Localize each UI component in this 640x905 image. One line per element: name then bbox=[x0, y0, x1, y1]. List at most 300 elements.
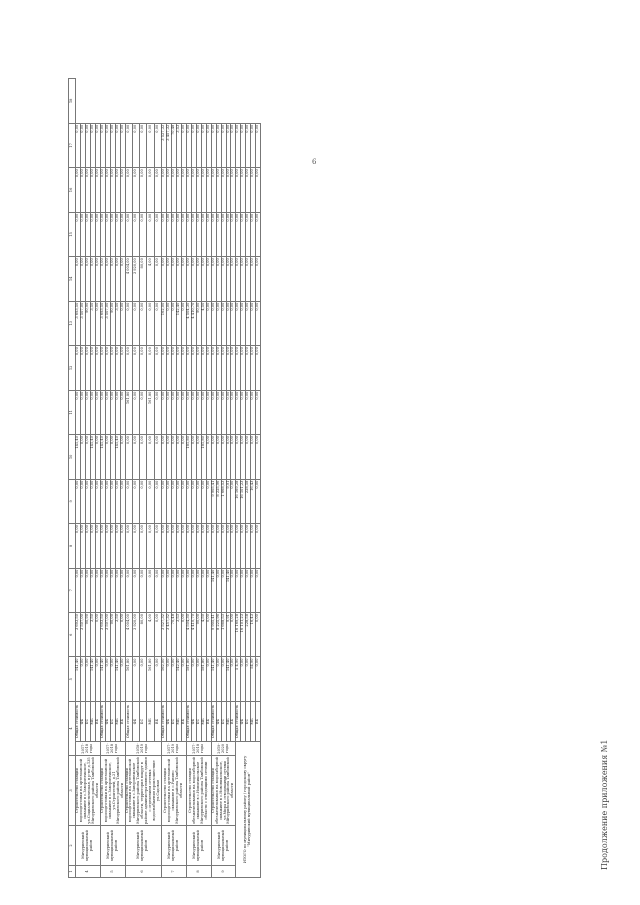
value-cell: 5 4,90 bbox=[236, 657, 241, 701]
row-number-cell: 4 bbox=[76, 866, 101, 878]
value-cell: 0,00 bbox=[110, 479, 115, 523]
header-cell: 6 bbox=[69, 613, 76, 657]
value-cell: 181,80 bbox=[186, 435, 191, 479]
funding-source-cell: Общая стоимость bbox=[100, 701, 105, 741]
value-cell: 0,00 bbox=[226, 524, 231, 568]
row-number-cell: 8 bbox=[186, 866, 211, 878]
value-cell: 0,00 bbox=[201, 390, 206, 434]
value-cell: 0,00 bbox=[236, 568, 241, 612]
value-cell: 0,00 bbox=[186, 257, 191, 301]
value-cell: 0,00 bbox=[251, 168, 256, 212]
row-number-cell: 7 bbox=[162, 866, 187, 878]
value-cell: 3 457,32 bbox=[167, 613, 172, 657]
value-cell: 0,00 bbox=[80, 435, 85, 479]
value-cell: 0,00 bbox=[211, 524, 216, 568]
value-cell: 141,40 bbox=[115, 435, 120, 479]
value-cell: 0,00 bbox=[196, 524, 201, 568]
value-cell: 0,00 bbox=[196, 212, 201, 256]
value-cell: 0,00 bbox=[196, 479, 201, 523]
value-cell: 0,00 bbox=[236, 168, 241, 212]
value-cell: 0,00 bbox=[105, 257, 110, 301]
value-cell: 0,00 bbox=[211, 257, 216, 301]
value-cell: 0,00 bbox=[231, 657, 236, 701]
value-cell: 0,00 bbox=[167, 657, 172, 701]
header-row bbox=[69, 79, 76, 878]
value-cell: 161,80 bbox=[147, 657, 154, 701]
value-cell: 0,00 bbox=[172, 657, 177, 701]
value-cell: 0,00 bbox=[236, 257, 241, 301]
value-cell: 0,00 bbox=[85, 435, 90, 479]
value-cell: 3 693,50 bbox=[76, 613, 81, 657]
value-cell: 0,00 bbox=[211, 212, 216, 256]
header-cell: 2 bbox=[69, 826, 76, 866]
header-cell: 18 bbox=[69, 79, 76, 124]
funding-source-cell: ФБ bbox=[241, 701, 246, 741]
value-cell: 0,00 bbox=[176, 435, 181, 479]
value-cell: 0,00 bbox=[80, 524, 85, 568]
value-cell: 0,00 bbox=[221, 346, 226, 390]
value-cell: 0,00 bbox=[85, 257, 90, 301]
value-cell: 0,00 bbox=[147, 168, 154, 212]
value-cell: 0,00 bbox=[196, 346, 201, 390]
value-cell: 8 225,96 bbox=[216, 479, 221, 523]
page-number: 6 bbox=[312, 158, 317, 166]
value-cell: 0,00 bbox=[231, 613, 236, 657]
value-cell: 0,00 bbox=[100, 123, 105, 167]
value-cell: 0,00 bbox=[95, 301, 100, 345]
value-cell: 3,53 bbox=[176, 123, 181, 167]
funding-source-cell: БС bbox=[172, 701, 177, 741]
value-cell: 4 410,70 bbox=[191, 613, 196, 657]
value-cell: 141,40 bbox=[76, 435, 81, 479]
value-cell: 0,00 bbox=[246, 657, 251, 701]
value-cell: 0,00 bbox=[206, 613, 211, 657]
value-cell: 0,00 bbox=[105, 524, 110, 568]
funding-source-cell: Общая стоимость bbox=[162, 701, 167, 741]
value-cell: 141,40 bbox=[100, 435, 105, 479]
value-cell: 0,00 bbox=[216, 524, 221, 568]
value-cell: 4 004,00 bbox=[125, 613, 132, 657]
value-cell: 90,00 bbox=[110, 613, 115, 657]
value-cell: 0,00 bbox=[167, 168, 172, 212]
funding-source-cell: ФБ bbox=[80, 701, 85, 741]
value-cell: 16 101,23 bbox=[241, 479, 246, 523]
value-cell: 181,80 bbox=[186, 657, 191, 701]
header-cell: 1 bbox=[69, 866, 76, 878]
value-cell: 0,00 bbox=[140, 168, 147, 212]
value-cell: 0,00 bbox=[231, 568, 236, 612]
value-cell: 0,00 bbox=[251, 435, 256, 479]
value-cell: 0,00 bbox=[120, 212, 125, 256]
value-cell: 0,00 bbox=[140, 479, 147, 523]
value-cell: 0,00 bbox=[221, 524, 226, 568]
value-cell: 0,00 bbox=[115, 479, 120, 523]
value-cell: 9 905,41 bbox=[211, 479, 216, 523]
value-cell: 0,00 bbox=[120, 613, 125, 657]
value-cell: 0,00 bbox=[125, 435, 132, 479]
value-cell: 0,00 bbox=[186, 212, 191, 256]
value-cell: 0,00 bbox=[85, 479, 90, 523]
value-cell: 9 905,41 bbox=[211, 613, 216, 657]
value-cell: 0,00 bbox=[125, 123, 132, 167]
value-cell: 0,00 bbox=[100, 524, 105, 568]
value-cell: 0,00 bbox=[172, 568, 177, 612]
funding-source-cell: ВБ bbox=[154, 701, 161, 741]
value-cell: 0,00 bbox=[90, 524, 95, 568]
value-cell: 0,00 bbox=[105, 479, 110, 523]
value-cell: 0,00 bbox=[90, 257, 95, 301]
object-cell: Строительство станции водоподготовки на артезианской скважине в с.Заворонежское Мичуринского района Тамбовской области, территория вокруг в районе административного здания с отделением сетевых водоснабжения произошествие ул.Садовая bbox=[124, 757, 161, 824]
value-cell: 0,00 bbox=[110, 390, 115, 434]
value-cell: 0,00 bbox=[181, 568, 186, 612]
value-cell: 9,91 bbox=[226, 479, 231, 523]
value-cell: 3 920,00 bbox=[132, 613, 139, 657]
value-cell: 0,00 bbox=[167, 212, 172, 256]
value-cell: 0,00 bbox=[147, 301, 154, 345]
value-cell: 0,00 bbox=[256, 257, 261, 301]
value-cell: 0,00 bbox=[251, 123, 256, 167]
value-cell: 0,00 bbox=[154, 346, 161, 390]
value-cell: 0,00 bbox=[236, 346, 241, 390]
value-cell: 0,00 bbox=[176, 390, 181, 434]
value-cell: 0,00 bbox=[226, 123, 231, 167]
value-cell: 16 169,28 bbox=[236, 479, 241, 523]
value-cell: 0,00 bbox=[125, 346, 132, 390]
object-cell: Строительство станции обезжелезивания на водозаборной скважине в с.Новоникольское, ул.Мира в отводящими сетями Мичуринского района Тамбовской области bbox=[210, 757, 235, 824]
value-cell: 0,00 bbox=[206, 257, 211, 301]
value-cell: 161,80 bbox=[125, 390, 132, 434]
value-cell: 0,00 bbox=[241, 212, 246, 256]
value-cell: 4,00 bbox=[147, 613, 154, 657]
value-cell: 0,00 bbox=[85, 346, 90, 390]
value-cell: 0,00 bbox=[140, 123, 147, 167]
value-cell: 0,00 bbox=[95, 479, 100, 523]
value-cell: 70,48 bbox=[172, 123, 177, 167]
value-cell: 0,00 bbox=[167, 301, 172, 345]
value-cell: 0,00 bbox=[125, 568, 132, 612]
value-cell: 0,00 bbox=[246, 123, 251, 167]
value-cell: 0,00 bbox=[256, 123, 261, 167]
header-cell: 4 bbox=[69, 701, 76, 755]
value-cell: 0,00 bbox=[191, 435, 196, 479]
value-cell: 0,00 bbox=[95, 613, 100, 657]
value-cell: 0,00 bbox=[154, 257, 161, 301]
value-cell: 0,00 bbox=[186, 479, 191, 523]
value-cell: 0,00 bbox=[181, 435, 186, 479]
value-cell: 0,00 bbox=[85, 123, 90, 167]
value-cell: 0,00 bbox=[95, 212, 100, 256]
value-cell: 0,00 bbox=[196, 390, 201, 434]
value-cell: 0,00 bbox=[85, 168, 90, 212]
value-cell: 0,00 bbox=[125, 212, 132, 256]
value-cell: 0,00 bbox=[231, 301, 236, 345]
value-cell: 0,00 bbox=[226, 435, 231, 479]
value-cell: 3,53 bbox=[176, 613, 181, 657]
value-cell: 0,00 bbox=[191, 257, 196, 301]
value-cell: 0,00 bbox=[221, 435, 226, 479]
value-cell: 0,00 bbox=[176, 212, 181, 256]
value-cell: 80,00 bbox=[140, 613, 147, 657]
value-cell: 0,00 bbox=[147, 435, 154, 479]
value-cell: 0,00 bbox=[132, 168, 139, 212]
value-cell: 0,00 bbox=[140, 524, 147, 568]
value-cell: 90,00 bbox=[196, 613, 201, 657]
value-cell: 0,00 bbox=[125, 168, 132, 212]
row-number-cell: 5 bbox=[100, 866, 125, 878]
funding-source-cell: ВБ bbox=[256, 701, 261, 741]
value-cell: 0,00 bbox=[181, 123, 186, 167]
value-cell: 0,00 bbox=[90, 390, 95, 434]
value-cell: 0,00 bbox=[154, 524, 161, 568]
value-cell: 0,00 bbox=[125, 479, 132, 523]
value-cell: 0,00 bbox=[206, 657, 211, 701]
value-cell: 0,00 bbox=[201, 257, 206, 301]
value-cell: 0,00 bbox=[162, 212, 167, 256]
value-cell: 3 507,00 bbox=[80, 301, 85, 345]
value-cell: 0,00 bbox=[76, 123, 81, 167]
value-cell: 0,00 bbox=[246, 212, 251, 256]
value-cell: 0,00 bbox=[191, 168, 196, 212]
value-cell: 0,00 bbox=[167, 479, 172, 523]
value-cell: 0,00 bbox=[76, 257, 81, 301]
header-cell: 14 bbox=[69, 257, 76, 301]
value-cell: 70,48 bbox=[172, 613, 177, 657]
value-cell: 0,00 bbox=[105, 212, 110, 256]
value-cell: 0,00 bbox=[191, 390, 196, 434]
value-cell: 0,00 bbox=[140, 435, 147, 479]
value-cell: 3 920,00 bbox=[132, 257, 139, 301]
value-cell: 0,00 bbox=[172, 168, 177, 212]
funding-source-cell: Общая стоимость bbox=[211, 701, 216, 741]
value-cell: 0,00 bbox=[216, 390, 221, 434]
value-cell: 0,00 bbox=[80, 123, 85, 167]
value-cell: 0,00 bbox=[221, 168, 226, 212]
table-body bbox=[76, 79, 261, 878]
value-cell: 0,00 bbox=[147, 524, 154, 568]
value-cell: 0,00 bbox=[206, 479, 211, 523]
header-cell: 7 bbox=[69, 568, 76, 612]
value-cell: 0,00 bbox=[191, 212, 196, 256]
value-cell: 0,00 bbox=[221, 568, 226, 612]
value-cell: 0,00 bbox=[80, 390, 85, 434]
value-cell: 0,00 bbox=[167, 568, 172, 612]
value-cell: 0,00 bbox=[201, 168, 206, 212]
value-cell: 4,50 bbox=[201, 301, 206, 345]
header-cell: 15 bbox=[69, 212, 76, 256]
funding-source-cell: Общая стоимость bbox=[125, 701, 132, 741]
value-cell: 1 668,53 bbox=[221, 613, 226, 657]
period-cell: 2018-2019 годы bbox=[125, 742, 162, 756]
value-cell: 0,00 bbox=[186, 390, 191, 434]
value-cell: 4 504,30 bbox=[186, 301, 191, 345]
district-cell: Мичуринский муниципальный район bbox=[125, 826, 162, 866]
value-cell: 16 101,23 bbox=[241, 613, 246, 657]
value-cell: 0,00 bbox=[105, 346, 110, 390]
value-cell: 0,00 bbox=[154, 657, 161, 701]
value-cell: 0,00 bbox=[196, 568, 201, 612]
value-cell: 0,00 bbox=[110, 212, 115, 256]
value-cell: 0,00 bbox=[110, 568, 115, 612]
value-cell: 0,00 bbox=[231, 479, 236, 523]
value-cell: 0,00 bbox=[110, 657, 115, 701]
value-cell: 0,00 bbox=[154, 435, 161, 479]
value-cell: 0,00 bbox=[206, 346, 211, 390]
value-cell: 0,00 bbox=[120, 168, 125, 212]
value-cell: 0,00 bbox=[241, 123, 246, 167]
value-cell: 0,00 bbox=[176, 479, 181, 523]
funding-source-cell: Общая стоимость bbox=[76, 701, 81, 741]
value-cell: 0,00 bbox=[110, 435, 115, 479]
program-table bbox=[68, 78, 261, 878]
value-cell: 0,00 bbox=[251, 257, 256, 301]
value-cell: 0,00 bbox=[236, 123, 241, 167]
period-cell: 2017-2019 годы bbox=[162, 742, 187, 756]
value-cell: 0,00 bbox=[246, 168, 251, 212]
value-cell: 0,00 bbox=[246, 435, 251, 479]
value-cell: 0,00 bbox=[181, 390, 186, 434]
value-cell: 0,00 bbox=[110, 168, 115, 212]
value-cell: 0,00 bbox=[105, 168, 110, 212]
value-cell: 0,00 bbox=[76, 168, 81, 212]
value-cell: 0,00 bbox=[221, 390, 226, 434]
value-cell: 0,00 bbox=[221, 257, 226, 301]
value-cell: 141,40 bbox=[90, 435, 95, 479]
value-cell: 0,00 bbox=[256, 479, 261, 523]
value-cell: 0,00 bbox=[147, 479, 154, 523]
value-cell: 54,90 bbox=[251, 657, 256, 701]
value-cell: 228,58 bbox=[246, 613, 251, 657]
value-cell: 0,00 bbox=[181, 257, 186, 301]
value-cell: 141,40 bbox=[211, 568, 216, 612]
value-cell: 0,00 bbox=[132, 123, 139, 167]
value-cell: 0,00 bbox=[110, 123, 115, 167]
value-cell: 3 527,32 bbox=[162, 613, 167, 657]
value-cell: 80,00 bbox=[140, 257, 147, 301]
value-cell: 0,00 bbox=[236, 212, 241, 256]
funding-source-cell: ФБ bbox=[105, 701, 110, 741]
value-cell: 0,00 bbox=[226, 390, 231, 434]
funding-source-cell: МБ bbox=[147, 701, 154, 741]
value-cell: 0,00 bbox=[172, 301, 177, 345]
value-cell: 4,00 bbox=[147, 257, 154, 301]
value-cell: 8 225,96 bbox=[216, 613, 221, 657]
value-cell: 0,00 bbox=[132, 301, 139, 345]
value-cell: 0,00 bbox=[132, 568, 139, 612]
value-cell: 0,00 bbox=[132, 435, 139, 479]
value-cell: 0,00 bbox=[172, 390, 177, 434]
value-cell: 0,00 bbox=[80, 568, 85, 612]
value-cell: 0,00 bbox=[100, 346, 105, 390]
value-cell: 0,00 bbox=[162, 435, 167, 479]
value-cell: 3 507,00 bbox=[105, 301, 110, 345]
funding-source-cell: ФБ bbox=[191, 701, 196, 741]
total-label-cell: ИТОГО по муниципальному району / городскому округу "Мичуринский муниципальный район" bbox=[236, 742, 261, 878]
value-cell: 0,00 bbox=[167, 435, 172, 479]
value-cell: 162,00 bbox=[162, 301, 167, 345]
value-cell: 0,00 bbox=[172, 212, 177, 256]
value-cell: 0,00 bbox=[251, 212, 256, 256]
value-cell: 0,00 bbox=[181, 301, 186, 345]
district-cell: Мичуринский муниципальный район bbox=[100, 826, 125, 866]
value-cell: 3 527,32 bbox=[162, 123, 167, 167]
value-cell: 0,00 bbox=[95, 435, 100, 479]
district-cell: Мичуринский муниципальный район bbox=[76, 826, 101, 866]
value-cell: 0,00 bbox=[216, 657, 221, 701]
value-cell: 3,50 bbox=[90, 301, 95, 345]
value-cell: 0,00 bbox=[80, 479, 85, 523]
value-cell: 0,00 bbox=[191, 524, 196, 568]
value-cell: 0,00 bbox=[154, 301, 161, 345]
value-cell: 181,80 bbox=[201, 657, 206, 701]
value-cell: 181,80 bbox=[201, 435, 206, 479]
value-cell: 0,00 bbox=[241, 390, 246, 434]
value-cell: 0,00 bbox=[221, 657, 226, 701]
value-cell: 0,00 bbox=[181, 168, 186, 212]
value-cell: 0,00 bbox=[90, 568, 95, 612]
table-row bbox=[125, 79, 132, 878]
value-cell: 0,00 bbox=[140, 657, 147, 701]
value-cell: 0,00 bbox=[206, 301, 211, 345]
value-cell: 3 507,00 bbox=[105, 613, 110, 657]
value-cell: 0,00 bbox=[132, 479, 139, 523]
value-cell: 0,00 bbox=[206, 568, 211, 612]
value-cell: 0,00 bbox=[115, 390, 120, 434]
value-cell: 0,00 bbox=[76, 346, 81, 390]
value-cell: 0,00 bbox=[154, 568, 161, 612]
value-cell: 90,90 bbox=[85, 613, 90, 657]
value-cell: 0,00 bbox=[251, 524, 256, 568]
value-cell: 162,00 bbox=[162, 657, 167, 701]
value-cell: 142,40 bbox=[176, 657, 181, 701]
value-cell: 0,00 bbox=[85, 568, 90, 612]
value-cell: 0,00 bbox=[196, 123, 201, 167]
value-cell: 0,00 bbox=[216, 212, 221, 256]
value-cell: 0,00 bbox=[115, 123, 120, 167]
value-cell: 0,00 bbox=[231, 212, 236, 256]
value-cell: 0,00 bbox=[196, 657, 201, 701]
value-cell: 0,00 bbox=[120, 390, 125, 434]
value-cell: 0,00 bbox=[172, 479, 177, 523]
value-cell: 0,00 bbox=[256, 168, 261, 212]
value-cell: 0,00 bbox=[181, 346, 186, 390]
value-cell: 0,00 bbox=[206, 390, 211, 434]
value-cell: 0,00 bbox=[132, 657, 139, 701]
value-cell: 0,00 bbox=[206, 524, 211, 568]
value-cell: 0,00 bbox=[186, 168, 191, 212]
funding-source-cell: Общая стоимость bbox=[186, 701, 191, 741]
value-cell: 0,00 bbox=[246, 301, 251, 345]
period-cell: 2017-2018 годы bbox=[186, 742, 211, 756]
value-cell: 0,00 bbox=[231, 123, 236, 167]
value-cell: 141,40 bbox=[226, 657, 231, 701]
value-cell: 0,00 bbox=[147, 568, 154, 612]
value-cell: 0,00 bbox=[246, 568, 251, 612]
value-cell: 4 004,00 bbox=[125, 257, 132, 301]
value-cell: 0,00 bbox=[236, 390, 241, 434]
value-cell: 0,00 bbox=[201, 524, 206, 568]
value-cell: 0,00 bbox=[221, 301, 226, 345]
value-cell: 0,00 bbox=[105, 657, 110, 701]
value-cell: 0,00 bbox=[251, 390, 256, 434]
value-cell: 0,00 bbox=[186, 346, 191, 390]
value-cell: 0,00 bbox=[80, 346, 85, 390]
value-cell: 9,91 bbox=[226, 613, 231, 657]
funding-source-cell: БС bbox=[110, 701, 115, 741]
value-cell: 141,40 bbox=[100, 657, 105, 701]
value-cell: 0,00 bbox=[147, 346, 154, 390]
header-cell: 10 bbox=[69, 435, 76, 479]
value-cell: 0,00 bbox=[90, 479, 95, 523]
